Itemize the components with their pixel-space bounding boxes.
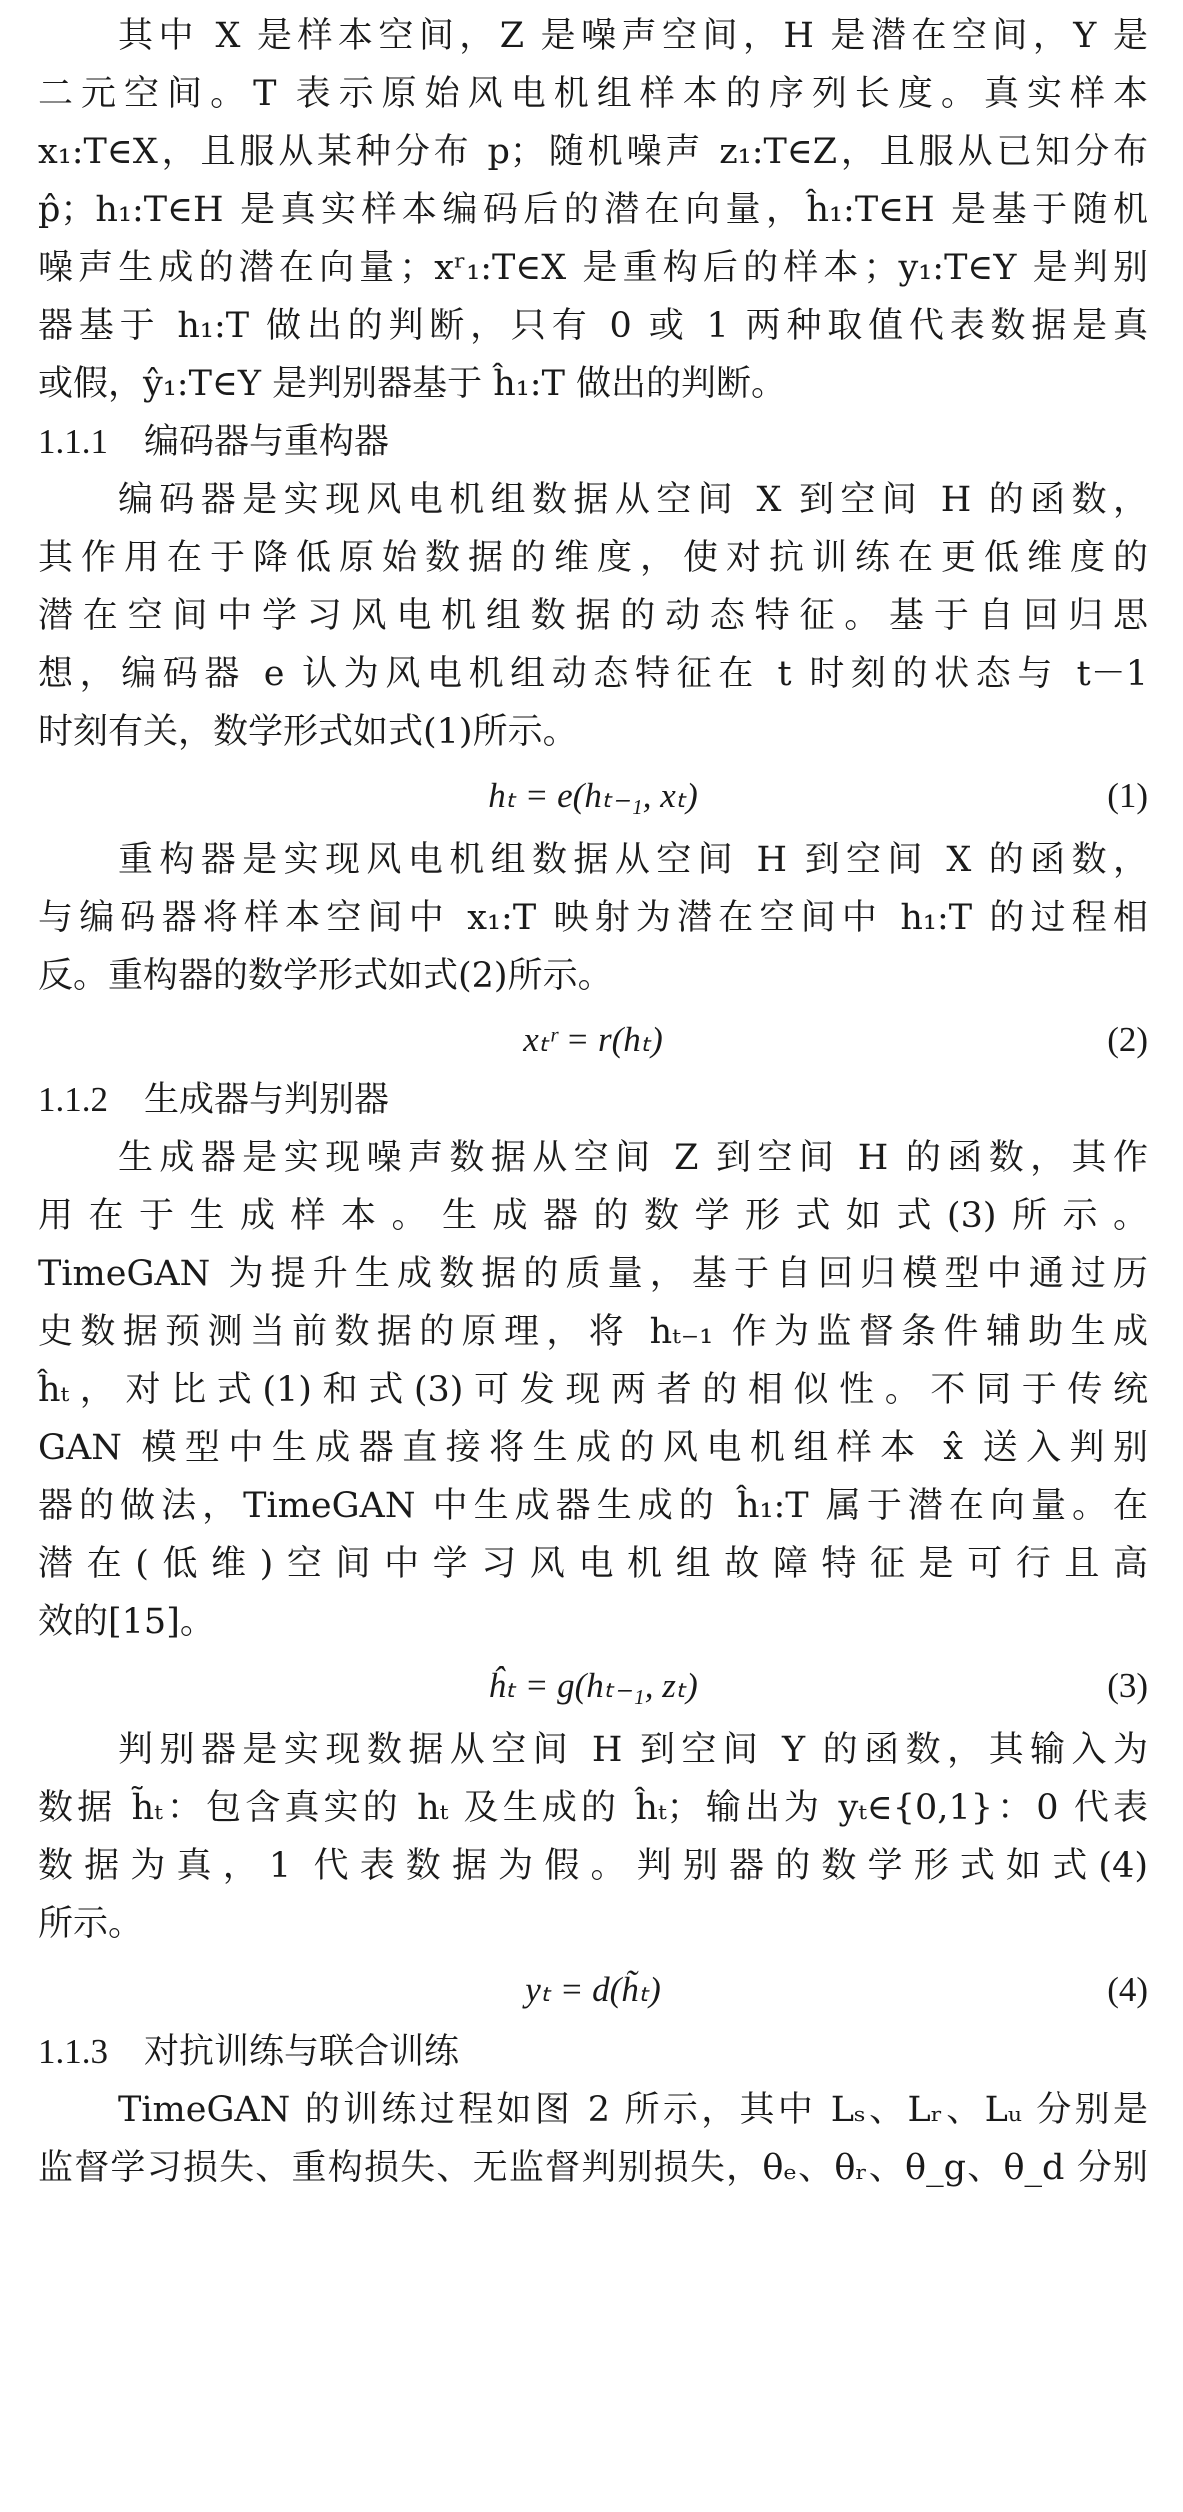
text-line: 潜在(低维)空间中学习风电机组故障特征是可行且高 bbox=[38, 1544, 1148, 1584]
equation-expression: xₜʳ = r(hₜ) bbox=[523, 1020, 663, 1059]
text-line: 数据为真，1 代表数据为假。判别器的数学形式如式(4) bbox=[38, 1846, 1148, 1886]
section-title: 对抗训练与联合训练 bbox=[144, 2032, 460, 2072]
text-line: TimeGAN 为提升生成数据的质量，基于自回归模型中通过历 bbox=[38, 1254, 1148, 1294]
equation-1 bbox=[38, 770, 1148, 822]
text-line: 所示。 bbox=[38, 1904, 144, 1944]
section-title: 生成器与判别器 bbox=[144, 1080, 390, 1120]
equation-3 bbox=[38, 1660, 1148, 1712]
equation-number: (2) bbox=[1107, 1020, 1148, 1059]
text-line: x₁:T∈X，且服从某种分布 p；随机噪声 z₁:T∈Z，且服从已知分布 bbox=[38, 132, 1148, 172]
text-line: 其作用在于降低原始数据的维度，使对抗训练在更低维度的 bbox=[38, 538, 1148, 578]
equation-expression: ĥₜ = g(hₜ₋₁, zₜ) bbox=[488, 1666, 698, 1705]
equation-2 bbox=[38, 1014, 1148, 1066]
text-line: GAN 模型中生成器直接将生成的风电机组样本 x̂ 送入判别 bbox=[38, 1428, 1148, 1468]
text-line: 监督学习损失、重构损失、无监督判别损失，θₑ、θᵣ、θ_g、θ_d 分别 bbox=[38, 2148, 1148, 2188]
text-line: 效的[15]。 bbox=[38, 1602, 215, 1642]
text-line: 其中 X 是样本空间，Z 是噪声空间，H 是潜在空间，Y 是 bbox=[118, 16, 1148, 56]
text-line: 与编码器将样本空间中 x₁:T 映射为潜在空间中 h₁:T 的过程相 bbox=[38, 898, 1148, 938]
text-line: 或假，ŷ₁:T∈Y 是判别器基于 ĥ₁:T 做出的判断。 bbox=[38, 364, 787, 404]
text-line: 时刻有关，数学形式如式(1)所示。 bbox=[38, 712, 578, 752]
text-line: 判别器是实现数据从空间 H 到空间 Y 的函数，其输入为 bbox=[118, 1730, 1148, 1770]
text-line: 器基于 h₁:T 做出的判断，只有 0 或 1 两种取值代表数据是真 bbox=[38, 306, 1148, 346]
section-heading bbox=[38, 416, 389, 468]
text-line: 噪声生成的潜在向量；xʳ₁:T∈X 是重构后的样本；y₁:T∈Y 是判别 bbox=[38, 248, 1148, 288]
text-line: 反。重构器的数学形式如式(2)所示。 bbox=[38, 956, 613, 996]
text-line: ĥₜ，对比式(1)和式(3)可发现两者的相似性。不同于传统 bbox=[38, 1370, 1148, 1410]
text-line: 重构器是实现风电机组数据从空间 H 到空间 X 的函数， bbox=[118, 840, 1148, 880]
text-line: TimeGAN 的训练过程如图 2 所示，其中 Lₛ、Lᵣ、Lᵤ 分别是 bbox=[118, 2090, 1148, 2130]
text-line: 数据 h̃ₜ：包含真实的 hₜ 及生成的 ĥₜ；输出为 yₜ∈{0,1}：0 代表 bbox=[38, 1788, 1148, 1828]
section-number: 1.1.1 bbox=[38, 422, 108, 461]
equation-4 bbox=[38, 1964, 1148, 2016]
section-heading bbox=[38, 2026, 459, 2078]
section-heading bbox=[38, 1074, 389, 1126]
equation-number: (4) bbox=[1107, 1970, 1148, 2009]
section-number: 1.1.3 bbox=[38, 2032, 108, 2071]
text-line: 生成器是实现噪声数据从空间 Z 到空间 H 的函数，其作 bbox=[118, 1138, 1148, 1178]
text-line: 想，编码器 e 认为风电机组动态特征在 t 时刻的状态与 t－1 bbox=[38, 654, 1148, 694]
text-line: 史数据预测当前数据的原理，将 hₜ₋₁ 作为监督条件辅助生成 bbox=[38, 1312, 1148, 1352]
equation-expression: hₜ = e(hₜ₋₁, xₜ) bbox=[488, 776, 698, 815]
text-line: 编码器是实现风电机组数据从空间 X 到空间 H 的函数， bbox=[118, 480, 1148, 520]
text-line: 二元空间。T 表示原始风电机组样本的序列长度。真实样本 bbox=[38, 74, 1148, 114]
equation-expression: yₜ = d(h̃ₜ) bbox=[525, 1970, 661, 2009]
equation-number: (1) bbox=[1107, 776, 1148, 815]
text-line: p̂；h₁:T∈H 是真实样本编码后的潜在向量，ĥ₁:T∈H 是基于随机 bbox=[38, 190, 1148, 230]
text-line: 潜在空间中学习风电机组数据的动态特征。基于自回归思 bbox=[38, 596, 1148, 636]
section-title: 编码器与重构器 bbox=[144, 422, 390, 462]
text-line: 器的做法，TimeGAN 中生成器生成的 ĥ₁:T 属于潜在向量。在 bbox=[38, 1486, 1148, 1526]
equation-number: (3) bbox=[1107, 1666, 1148, 1705]
section-number: 1.1.2 bbox=[38, 1080, 108, 1119]
text-line: 用在于生成样本。生成器的数学形式如式(3)所示。 bbox=[38, 1196, 1148, 1236]
